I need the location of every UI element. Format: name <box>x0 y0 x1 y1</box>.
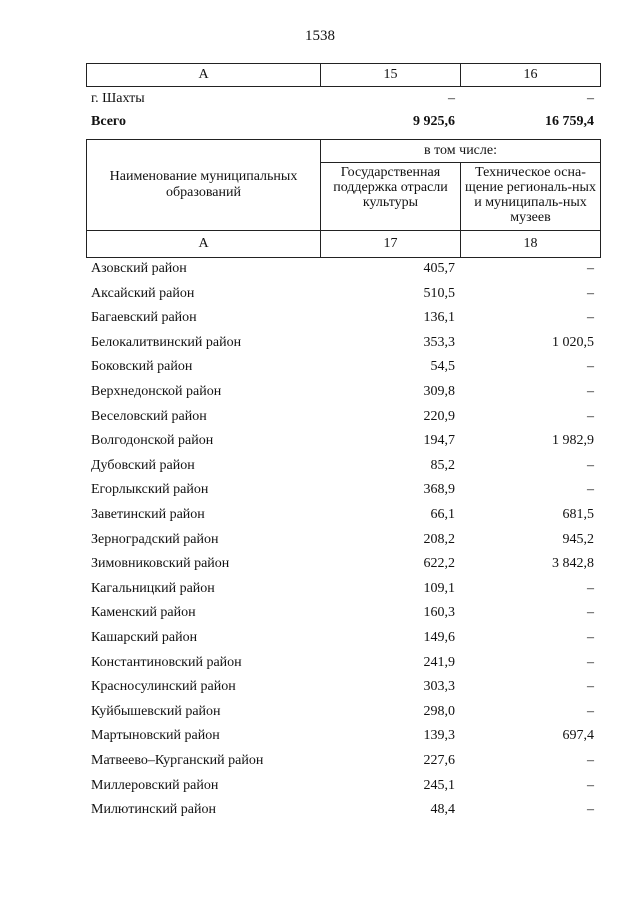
municipality-name: Боковский район <box>91 359 193 375</box>
table-row <box>86 430 600 452</box>
municipality-name: Мартыновский район <box>91 728 220 744</box>
column-number-a: А <box>87 231 321 258</box>
value-col-1: 220,9 <box>423 408 455 424</box>
municipality-name: Азовский район <box>91 261 187 276</box>
value-col-2: 1 020,5 <box>552 334 594 350</box>
municipality-name: Кашарский район <box>91 630 198 645</box>
municipality-name: Всего <box>91 114 126 129</box>
table-row <box>87 64 601 87</box>
value-col-1: 405,7 <box>423 261 455 276</box>
value-col-1: 353,3 <box>423 334 455 350</box>
culture-support-header: Государственная поддержка отрасли культуры <box>321 163 461 231</box>
table-row <box>86 775 600 797</box>
value-col-1: 109,1 <box>423 580 455 596</box>
municipality-name: Верхнедонской район <box>91 384 222 399</box>
table-row <box>86 750 600 772</box>
value-col-1: 139,3 <box>423 728 455 744</box>
value-col-2: 16 759,4 <box>545 114 594 129</box>
municipality-name: Веселовский район <box>91 408 207 424</box>
municipality-name: Каменский район <box>91 605 196 621</box>
table-row <box>86 799 600 821</box>
table-row <box>86 529 600 551</box>
table-row <box>86 307 600 329</box>
value-col-1: 149,6 <box>423 630 455 645</box>
value-col-1: 309,8 <box>423 384 455 399</box>
value-col-1: 622,2 <box>423 556 455 572</box>
value-col-2: 945,2 <box>562 531 594 547</box>
column-number-18: 18 <box>461 231 601 258</box>
value-col-2: – <box>587 261 594 276</box>
table-row <box>86 578 600 600</box>
value-col-1: 9 925,6 <box>413 114 455 129</box>
table-row <box>86 627 600 649</box>
value-col-1: 368,9 <box>423 482 455 498</box>
value-col-2: – <box>587 654 594 670</box>
municipality-name: Милютинский район <box>91 802 217 818</box>
page-number: 1538 <box>305 28 335 44</box>
municipality-name: Зимовниковский район <box>91 556 230 572</box>
municipality-name: Аксайский район <box>91 285 195 301</box>
municipality-name: Матвеево–Курганский район <box>91 753 264 768</box>
value-col-2: – <box>587 384 594 399</box>
table-row <box>86 381 600 403</box>
value-col-2: – <box>587 359 594 375</box>
column-number-15: 15 <box>321 64 461 87</box>
table-row <box>86 258 600 280</box>
municipality-name: Егорлыкский район <box>91 482 209 498</box>
table-row <box>86 455 600 477</box>
municipality-name: Волгодонской район <box>91 433 214 449</box>
municipality-name: Константиновский район <box>91 654 242 670</box>
municipality-name-header: Наименование муниципальных образований <box>87 140 321 231</box>
value-col-1: 303,3 <box>423 679 455 695</box>
value-col-1: 136,1 <box>423 310 455 326</box>
header-table <box>86 139 601 258</box>
value-col-2: – <box>587 605 594 621</box>
value-col-1: 510,5 <box>423 285 455 301</box>
municipality-name: Миллеровский район <box>91 777 219 793</box>
municipality-name: Кагальницкий район <box>91 580 215 596</box>
value-col-1: 66,1 <box>430 507 455 522</box>
municipality-name: Куйбышевский район <box>91 703 221 719</box>
table-row <box>86 504 600 526</box>
value-col-2: 3 842,8 <box>552 556 594 572</box>
value-col-2: – <box>587 630 594 645</box>
value-col-2: – <box>587 580 594 596</box>
table-row <box>86 701 600 723</box>
top-column-number-table <box>86 63 601 87</box>
value-col-2: – <box>587 482 594 498</box>
value-col-2: 1 982,9 <box>552 433 594 449</box>
value-col-1: 208,2 <box>423 531 455 547</box>
value-col-1: 227,6 <box>423 753 455 768</box>
column-number-17: 17 <box>321 231 461 258</box>
municipality-name: Багаевский район <box>91 310 197 326</box>
table-row <box>86 88 600 110</box>
value-col-2: – <box>587 777 594 793</box>
value-col-2: – <box>587 457 594 473</box>
table-row <box>86 479 600 501</box>
table-row <box>86 602 600 624</box>
value-col-1: 160,3 <box>423 605 455 621</box>
table-row <box>86 332 600 354</box>
municipality-name: Дубовский район <box>91 457 195 473</box>
column-number-16: 16 <box>461 64 601 87</box>
value-col-2: – <box>587 91 594 106</box>
value-col-2: 697,4 <box>562 728 594 744</box>
value-col-2: – <box>587 753 594 768</box>
value-col-2: – <box>587 310 594 326</box>
value-col-1: 194,7 <box>423 433 455 449</box>
value-col-1: 85,2 <box>430 457 455 473</box>
table-row <box>86 406 600 428</box>
municipality-name: Зерноградский район <box>91 531 219 547</box>
value-col-1: 48,4 <box>430 802 455 818</box>
value-col-2: – <box>587 679 594 695</box>
value-col-1: – <box>448 91 455 106</box>
table-row <box>86 111 600 133</box>
value-col-2: – <box>587 408 594 424</box>
in-total-header: в том числе: <box>321 140 601 163</box>
municipality-name: Красносулинский район <box>91 679 236 695</box>
museum-equipment-header: Техническое осна-щение региональ-ных и муниципаль-ных музеев <box>461 163 601 231</box>
value-col-1: 241,9 <box>423 654 455 670</box>
municipality-name: Заветинский район <box>91 507 205 522</box>
value-col-1: 245,1 <box>423 777 455 793</box>
column-number-a: А <box>87 64 321 87</box>
value-col-2: – <box>587 703 594 719</box>
table-row <box>86 356 600 378</box>
table-row <box>86 652 600 674</box>
table-row <box>86 553 600 575</box>
value-col-2: – <box>587 285 594 301</box>
municipality-name: Белокалитвинский район <box>91 334 242 350</box>
value-col-1: 54,5 <box>430 359 455 375</box>
value-col-2: 681,5 <box>562 507 594 522</box>
table-row <box>86 283 600 305</box>
value-col-1: 298,0 <box>423 703 455 719</box>
table-row <box>86 725 600 747</box>
municipality-name: г. Шахты <box>91 91 145 106</box>
table-row <box>86 676 600 698</box>
value-col-2: – <box>587 802 594 818</box>
